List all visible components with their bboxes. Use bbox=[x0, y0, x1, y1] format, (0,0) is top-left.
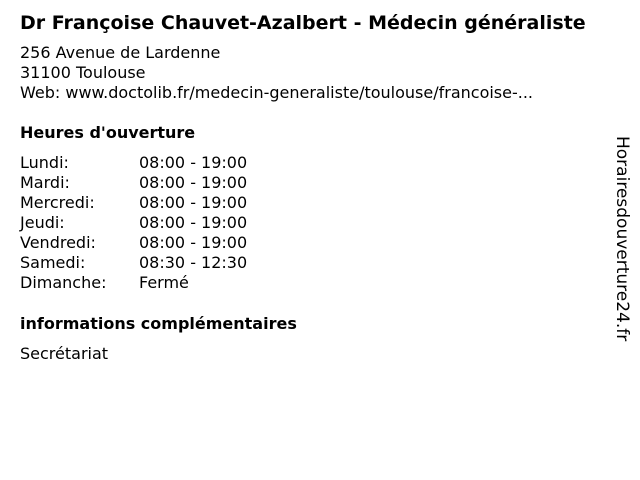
day-label: Mardi: bbox=[20, 173, 70, 192]
day-label: Mercredi: bbox=[20, 193, 95, 212]
time-value: Fermé bbox=[139, 273, 189, 292]
additional-info-heading: informations complémentaires bbox=[20, 314, 297, 333]
city-postcode: 31100 Toulouse bbox=[20, 63, 146, 82]
page-title: Dr Françoise Chauvet-Azalbert - Médecin généraliste bbox=[20, 12, 586, 34]
day-label: Samedi: bbox=[20, 253, 86, 272]
street-address: 256 Avenue de Lardenne bbox=[20, 43, 221, 62]
time-value: 08:00 - 19:00 bbox=[139, 173, 248, 192]
time-value: 08:00 - 19:00 bbox=[139, 193, 248, 212]
website-link[interactable]: Web: www.doctolib.fr/medecin-generaliste/toulouse/francoise-... bbox=[20, 83, 534, 102]
address-block bbox=[20, 43, 533, 103]
time-value: 08:00 - 19:00 bbox=[139, 233, 248, 252]
time-value: 08:00 - 19:00 bbox=[139, 153, 248, 172]
watermark-text: Horairesdouverture24.fr bbox=[612, 136, 632, 342]
site-watermark bbox=[612, 136, 632, 346]
additional-info-text: Secrétariat bbox=[20, 344, 109, 363]
time-value: 08:00 - 19:00 bbox=[139, 213, 248, 232]
time-value: 08:30 - 12:30 bbox=[139, 253, 248, 272]
day-label: Lundi: bbox=[20, 153, 69, 172]
day-label: Vendredi: bbox=[20, 233, 96, 252]
day-label: Jeudi: bbox=[20, 213, 65, 232]
opening-hours-heading: Heures d'ouverture bbox=[20, 123, 196, 142]
day-label: Dimanche: bbox=[20, 273, 107, 292]
